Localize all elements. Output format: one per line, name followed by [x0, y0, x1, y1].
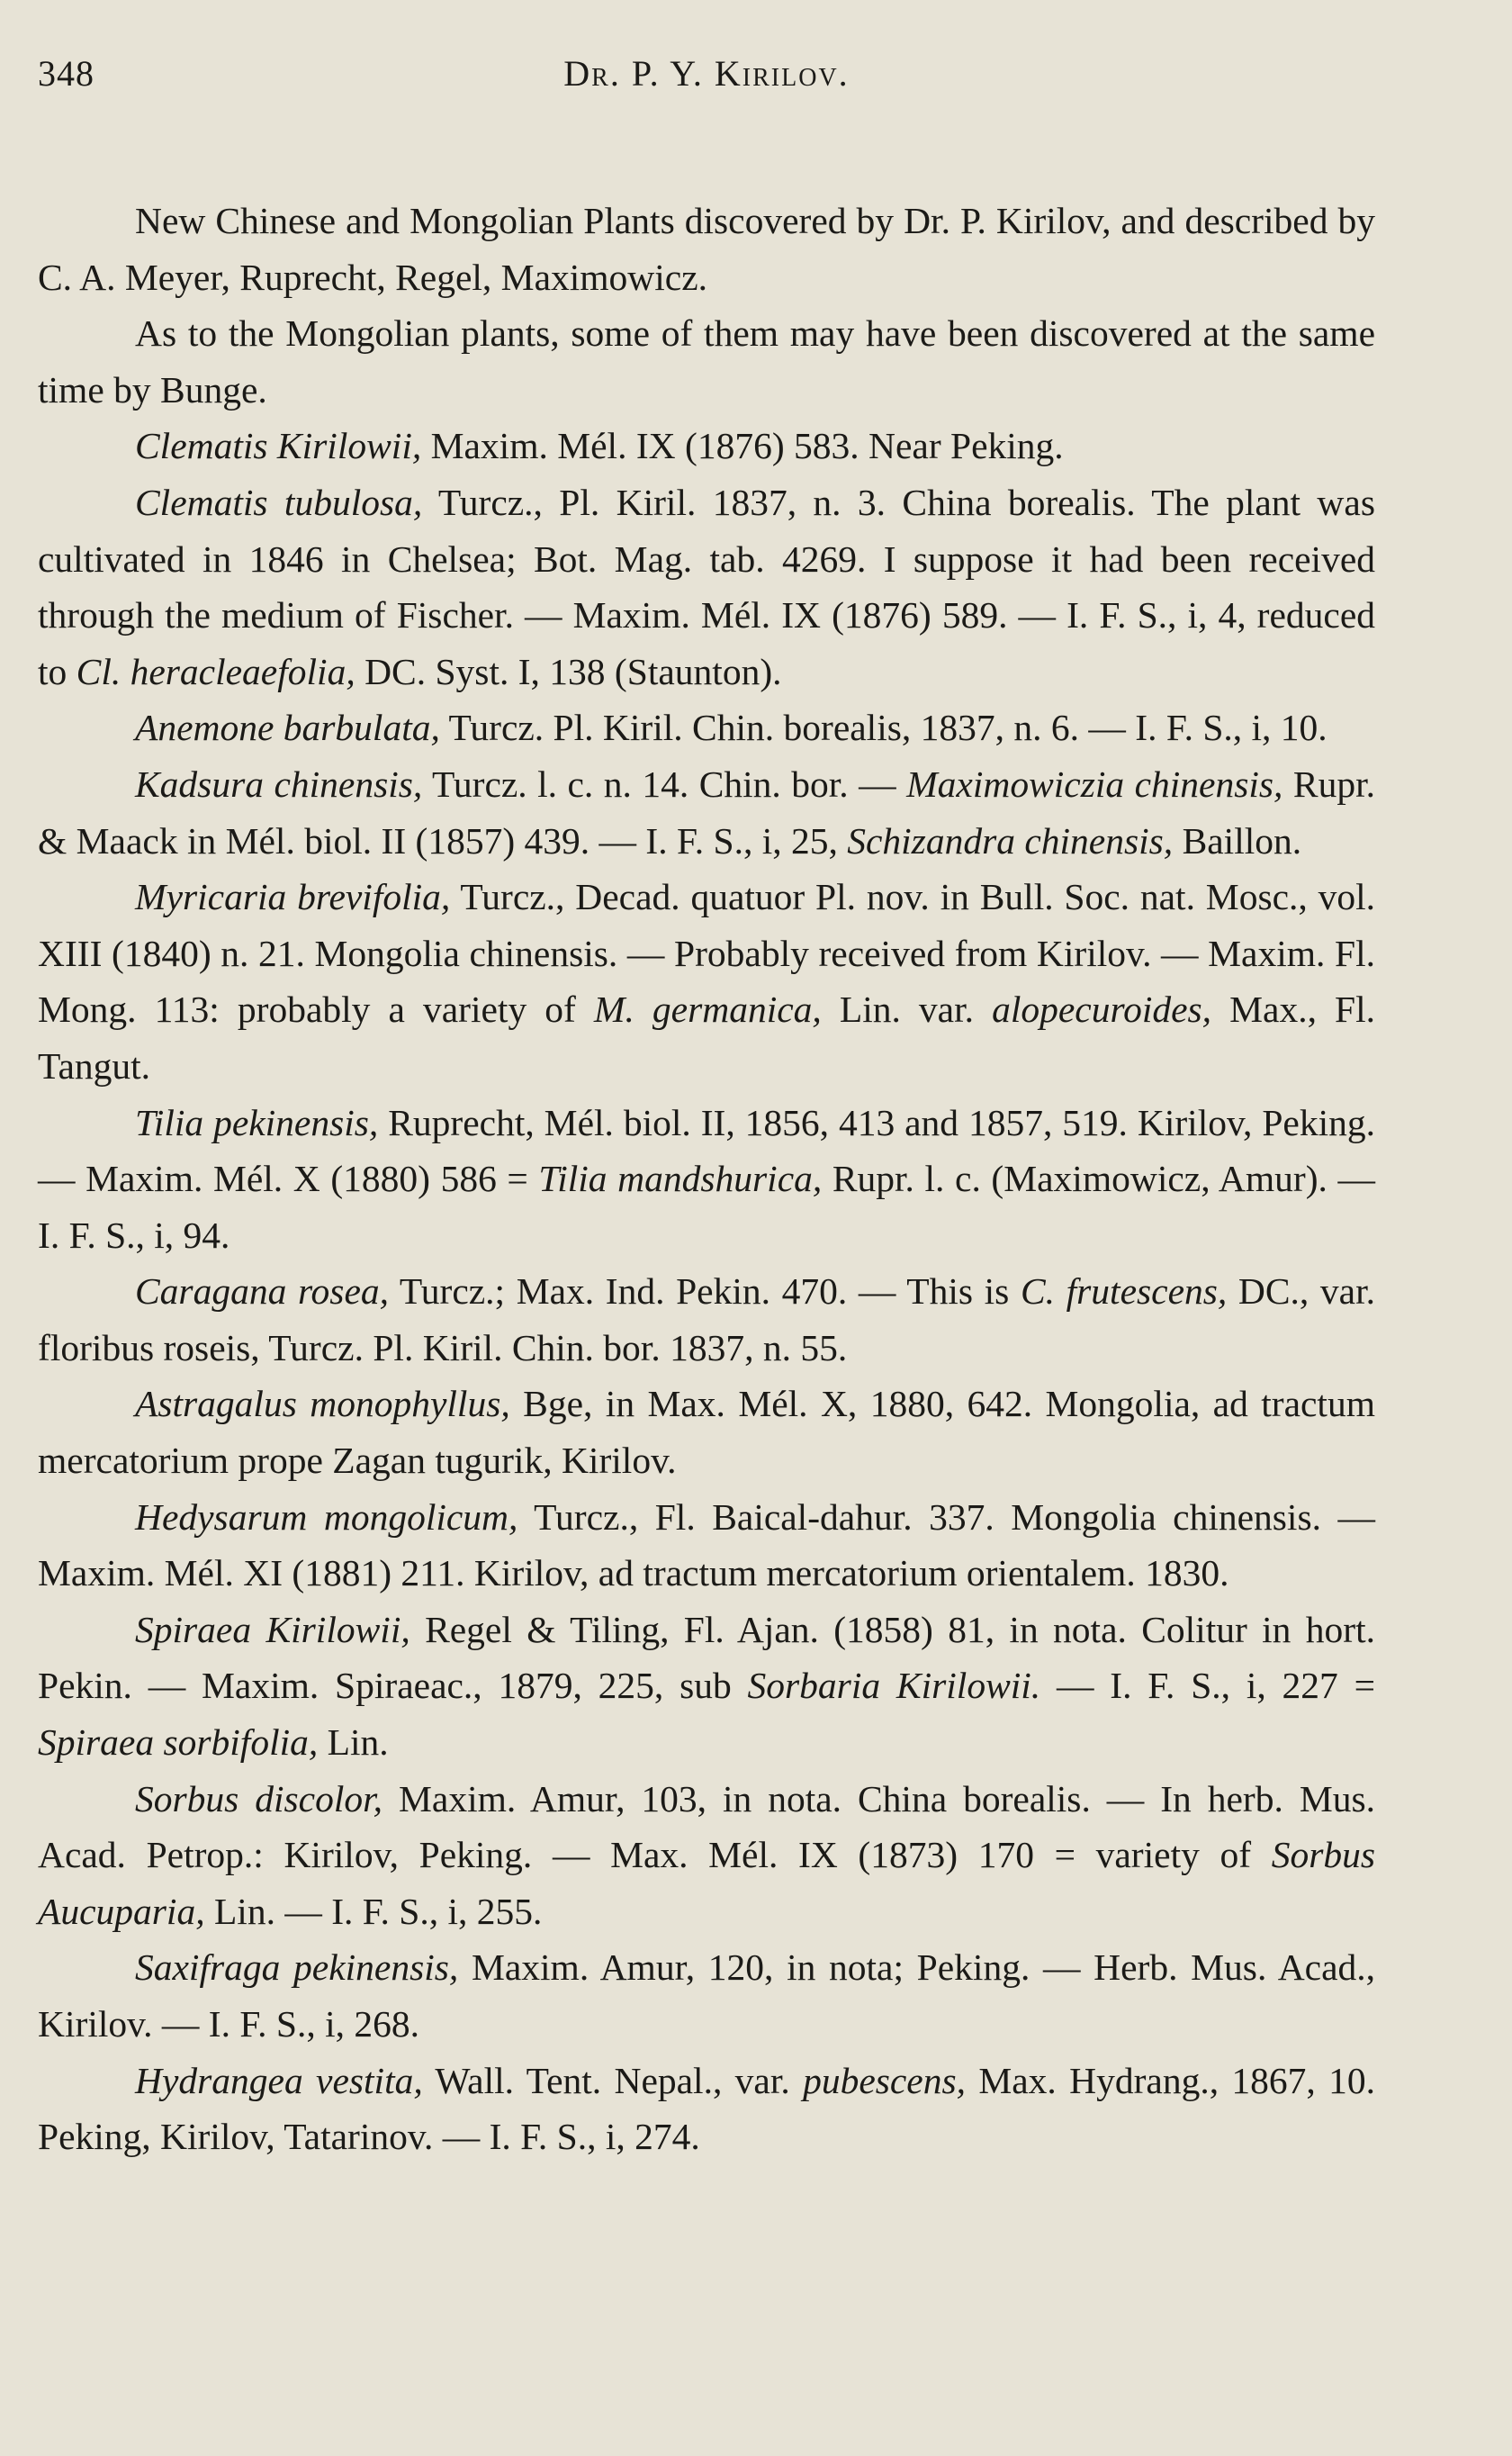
- species-name: Tilia pekinensis,: [135, 1101, 379, 1143]
- paragraph: [38, 700, 1375, 756]
- paragraph-text: Turcz., Decad. quatuor Pl. nov. in Bull. Soc. nat. Mosc., vol. XIII (1840) n. 21. Mongolia chinensis. — Probably received from Kirilov. — Maxim. Fl. Mong. 113: probably a variety of: [38, 876, 1375, 1031]
- species-name: pubescens,: [803, 2059, 966, 2101]
- species-name: Hydrangea vestita,: [135, 2059, 423, 2101]
- paragraph-text: Lin. var.: [821, 989, 993, 1031]
- paragraph-text: DC. Syst. I, 138 (Staunton).: [355, 650, 782, 692]
- species-name: Sorbus Aucuparia,: [38, 1834, 1375, 1932]
- paragraph: [38, 1771, 1375, 1940]
- species-name: Sorbaria Kirilowii.: [747, 1665, 1041, 1707]
- paragraph-text: Turcz., Pl. Kiril. 1837, n. 3. China borealis. The plant was cultivated in 1846 in Chelsea; Bot. Mag. tab. 4269. I suppose it had been received through the medium of Fischer. — Maxim. Mél. IX (1876) 589. — I. F. S., i, 4, reduced to: [38, 481, 1375, 692]
- paragraph-text: Regel & Tiling, Fl. Ajan. (1858) 81, in nota. Colitur in hort. Pekin. — Maxim. Spiraeac., 1879, 225, sub: [38, 1608, 1375, 1707]
- species-name: M. germanica,: [593, 989, 822, 1031]
- paragraph: [38, 193, 1375, 305]
- species-name: Hedysarum mongolicum,: [135, 1495, 518, 1538]
- paragraph: [38, 1939, 1375, 2052]
- paragraph-text: As to the Mongolian plants, some of them may have been discovered at the same time by Bunge.: [38, 312, 1375, 411]
- paragraph: [38, 1376, 1375, 1488]
- species-name: alopecuroides,: [992, 989, 1212, 1031]
- species-name: Clematis tubulosa,: [135, 481, 423, 523]
- paragraph: [38, 2053, 1375, 2165]
- paragraph-text: Max. Hydrang., 1867, 10. Peking, Kirilov, Tatarinov. — I. F. S., i, 274.: [38, 2059, 1375, 2158]
- paragraph-text: Turcz. l. c. n. 14. Chin. bor. —: [422, 763, 907, 805]
- paragraph: [38, 1602, 1375, 1771]
- paragraph-text: DC., var. floribus roseis, Turcz. Pl. Kiril. Chin. bor. 1837, n. 55.: [38, 1270, 1375, 1368]
- paragraph: [38, 1263, 1375, 1376]
- species-name: Sorbus discolor,: [135, 1777, 383, 1819]
- paragraph-text: Ruprecht, Mél. biol. II, 1856, 413 and 1857, 519. Kirilov, Peking. — Maxim. Mél. X (1880) 586 =: [38, 1101, 1375, 1200]
- paragraph-text: Maxim. Amur, 120, in nota; Peking. — Herb. Mus. Acad., Kirilov. — I. F. S., i, 268.: [38, 1946, 1375, 2045]
- paragraph-text: Turcz. Pl. Kiril. Chin. borealis, 1837, n. 6. — I. F. S., i, 10.: [439, 707, 1328, 749]
- paragraph-text: Turcz., Fl. Baical-dahur. 337. Mongolia chinensis. — Maxim. Mél. XI (1881) 211. Kirilov, ad tractum mercatorium orientalem. 1830.: [38, 1495, 1375, 1594]
- paragraph-text: Maxim. Amur, 103, in nota. China borealis. — In herb. Mus. Acad. Petrop.: Kirilov, Peking. — Max. Mél. IX (1873) 170 = variety of: [38, 1777, 1375, 1876]
- species-name: Tilia mandshurica,: [538, 1158, 823, 1200]
- species-name: Anemone barbulata,: [135, 707, 440, 749]
- species-name: C. frutescens,: [1020, 1270, 1228, 1313]
- species-name: Cl. heracleaefolia,: [76, 650, 356, 692]
- paragraph: [38, 869, 1375, 1094]
- body-text: [38, 193, 1375, 2165]
- paragraph-text: Turcz.; Max. Ind. Pekin. 470. — This is: [389, 1270, 1021, 1313]
- paragraph-text: Rupr. l. c. (Maximowicz, Amur). — I. F. S., i, 94.: [38, 1158, 1375, 1256]
- paragraph-text: Lin.: [318, 1721, 389, 1764]
- species-name: Spiraea Kirilowii,: [135, 1608, 410, 1650]
- paragraph: [38, 418, 1375, 474]
- paragraph-text: Maxim. Mél. IX (1876) 583. Near Peking.: [421, 425, 1064, 467]
- species-name: Saxifraga pekinensis,: [135, 1946, 459, 1989]
- paragraph-text: Rupr. & Maack in Mél. biol. II (1857) 439. — I. F. S., i, 25,: [38, 763, 1375, 862]
- species-name: Maximowiczia chinensis,: [906, 763, 1283, 805]
- paragraph: [38, 1489, 1375, 1602]
- species-name: Clematis Kirilowii,: [135, 425, 422, 467]
- species-name: Schizandra chinensis,: [847, 819, 1174, 862]
- species-name: Caragana rosea,: [135, 1270, 390, 1313]
- page-number: 348: [38, 53, 94, 94]
- paragraph-text: Lin. — I. F. S., i, 255.: [204, 1890, 543, 1932]
- paragraph: [38, 305, 1375, 418]
- species-name: Myricaria brevifolia,: [135, 876, 451, 918]
- paragraph-text: Bge, in Max. Mél. X, 1880, 642. Mongolia, ad tractum mercatorium prope Zagan tugurik, Kirilov.: [38, 1383, 1375, 1482]
- paragraph: [38, 756, 1375, 869]
- paragraph-text: New Chinese and Mongolian Plants discovered by Dr. P. Kirilov, and described by C. A. Meyer, Ruprecht, Regel, Maximowicz.: [38, 200, 1375, 298]
- running-head: Dr. P. Y. Kirilov.: [563, 53, 850, 94]
- paragraph: [38, 474, 1375, 700]
- paragraph-text: Wall. Tent. Nepal., var.: [422, 2059, 804, 2101]
- species-name: Kadsura chinensis,: [135, 763, 423, 805]
- page-header: [38, 52, 1375, 115]
- paragraph-text: — I. F. S., i, 227 =: [1040, 1665, 1375, 1707]
- paragraph: [38, 1095, 1375, 1264]
- species-name: Spiraea sorbifolia,: [38, 1721, 319, 1764]
- species-name: Astragalus monophyllus,: [135, 1383, 510, 1425]
- paragraph-text: Baillon.: [1173, 819, 1302, 862]
- paragraph-text: Max., Fl. Tangut.: [38, 989, 1376, 1087]
